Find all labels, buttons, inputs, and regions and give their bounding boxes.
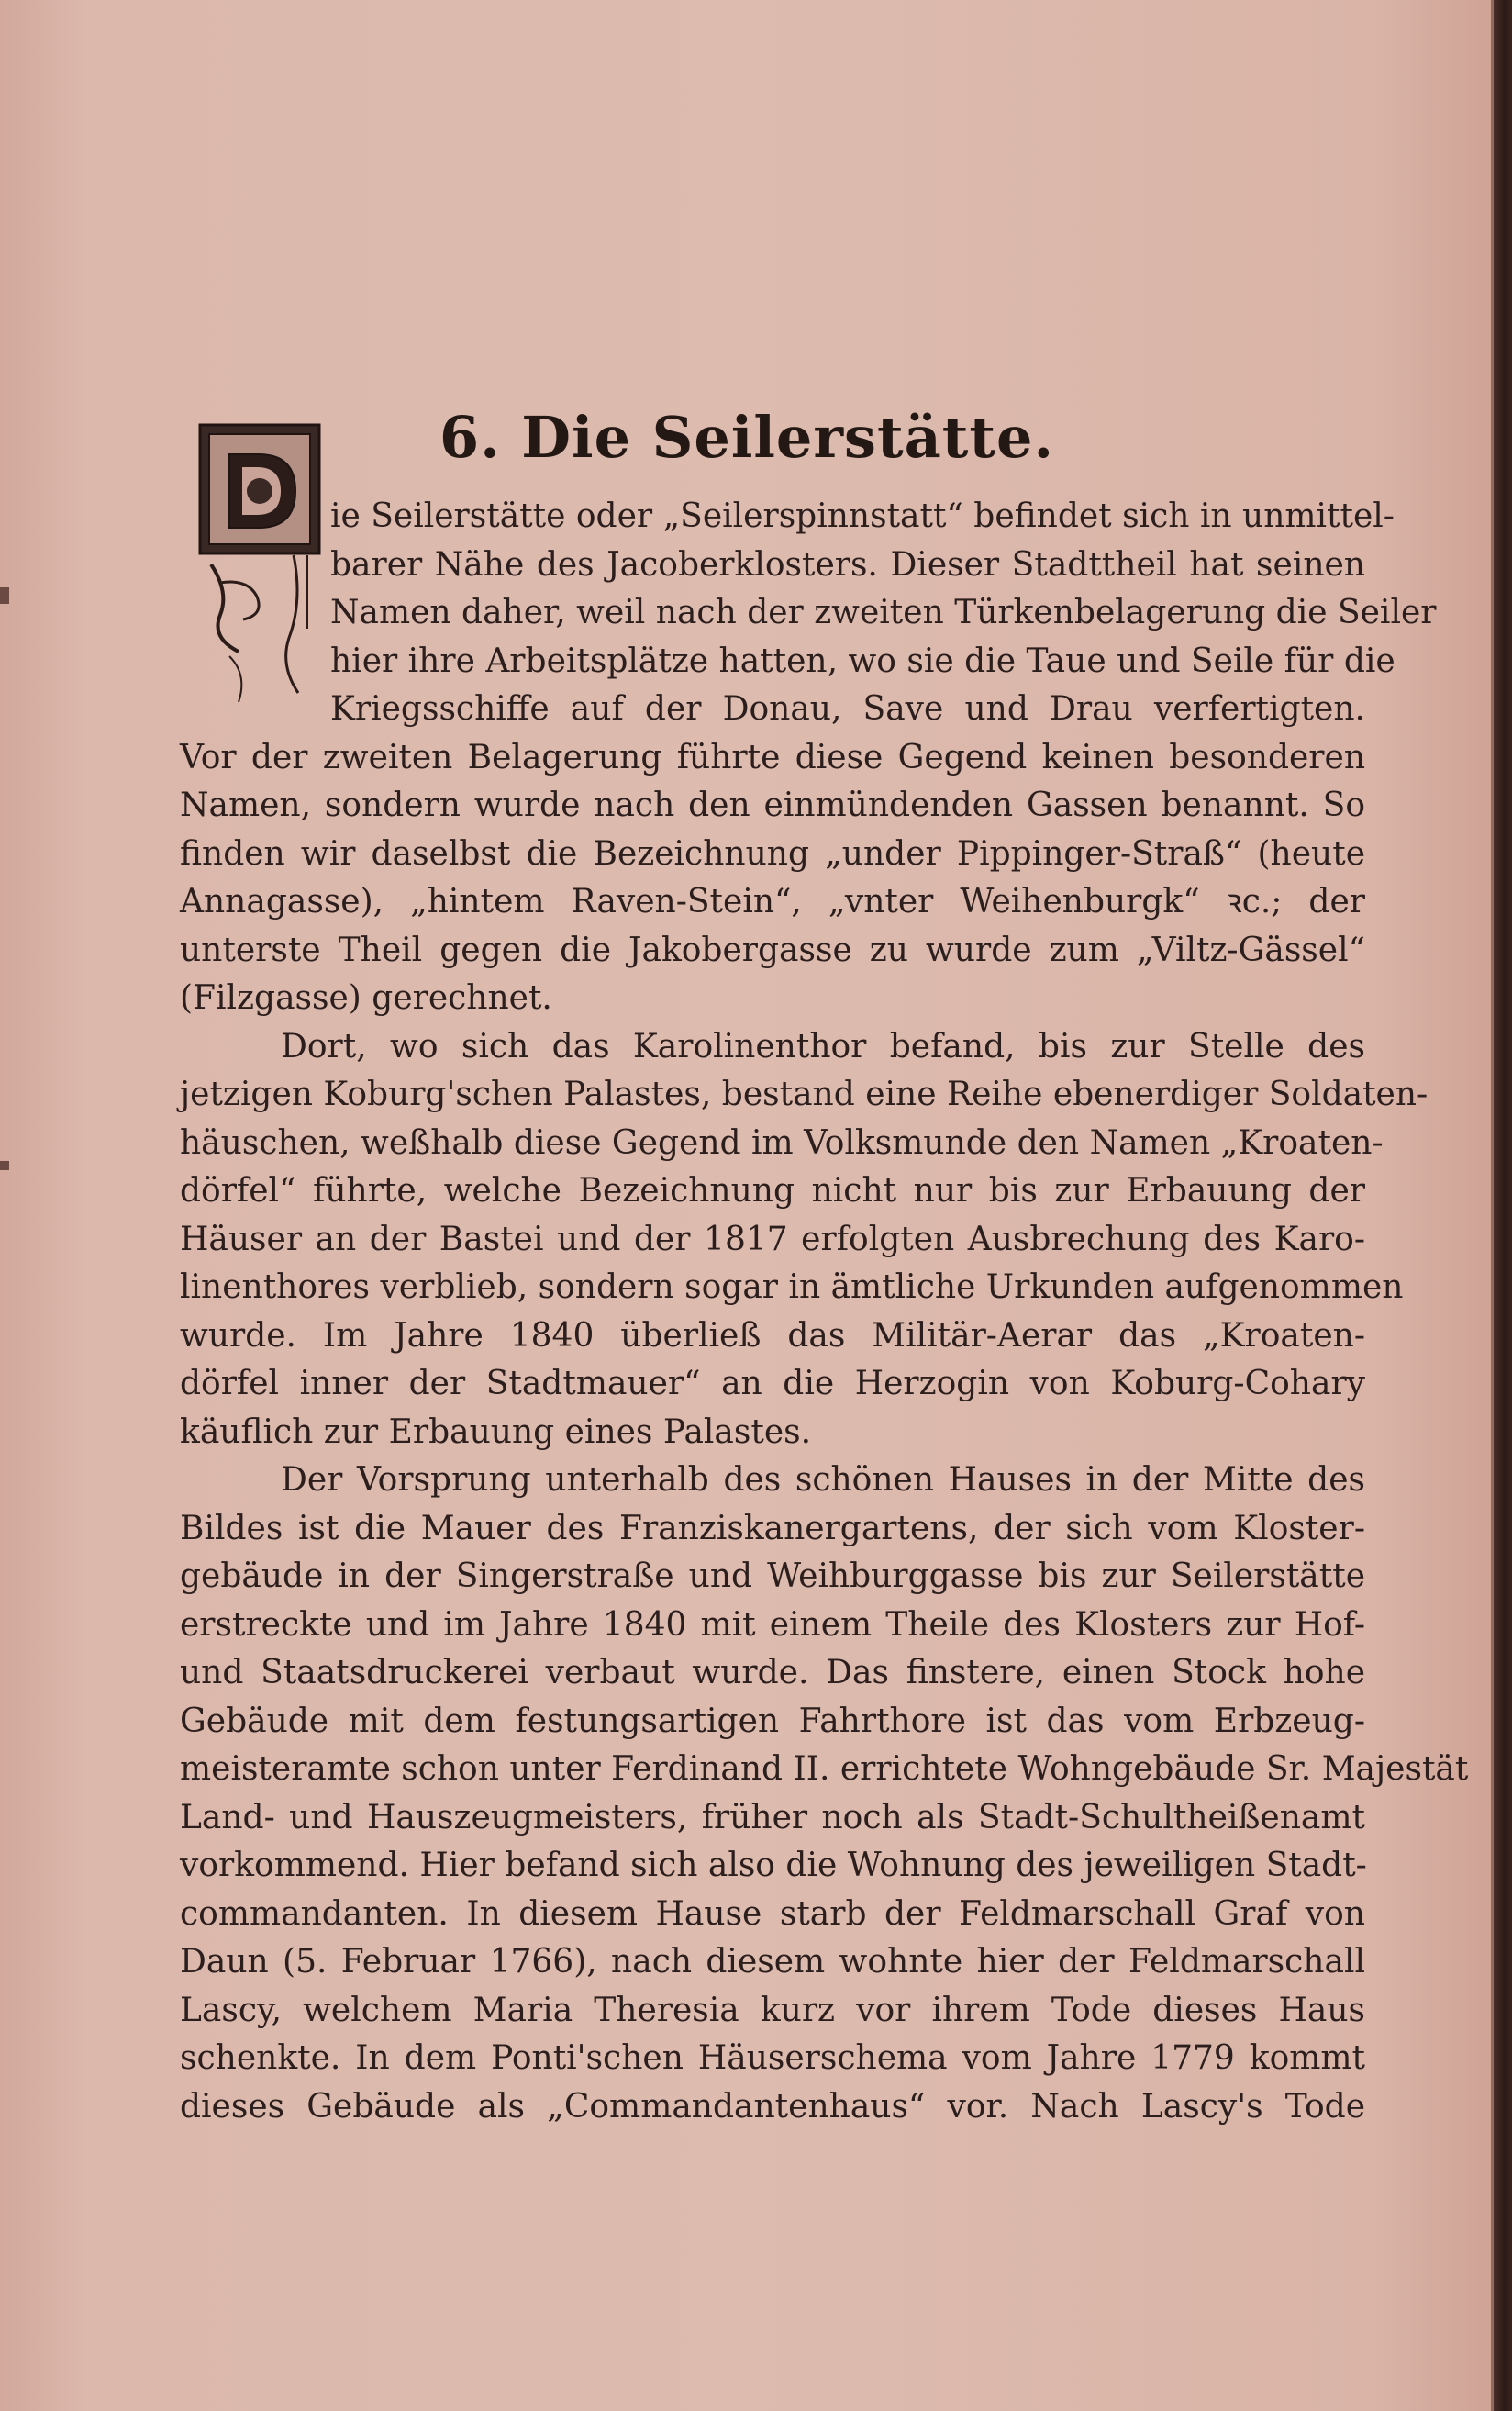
text-line: linenthores verblieb, sondern sogar in ämtliche Urkunden aufgenommen (180, 1268, 1404, 1306)
text-line: dörfel“ führte, welche Bezeichnung nicht nur bis zur Erbauung der (180, 1172, 1365, 1210)
text-line: unterste Theil gegen die Jakobergasse zu wurde zum „Viltz-Gässel“ (180, 931, 1365, 969)
text-line: Kriegsschiffe auf der Donau, Save und Drau verfertigten. (330, 690, 1365, 728)
text-line: (Filzgasse) gerechnet. (180, 979, 552, 1017)
text-line: schenkte. In dem Ponti'schen Häuserschema vom Jahre 1779 kommt (180, 2039, 1365, 2077)
text-line: hier ihre Arbeitsplätze hatten, wo sie die Taue und Seile für die (330, 642, 1395, 680)
text-line: erstreckte und im Jahre 1840 mit einem Theile des Klosters zur Hof- (180, 1605, 1365, 1644)
body-text (180, 493, 1469, 2131)
margin-mark (0, 1161, 9, 1170)
text-line: dieses Gebäude als „Commandantenhaus“ vor. Nach Lascy's Tode (180, 2087, 1365, 2126)
text-line: Der Vorsprung unterhalb des schönen Hauses in der Mitte des (281, 1461, 1365, 1499)
text-line: Namen daher, weil nach der zweiten Türkenbelagerung die Seiler (330, 594, 1437, 631)
book-spine (1494, 0, 1512, 2411)
margin-mark (0, 587, 9, 604)
text-line: meisteramte schon unter Ferdinand II. errichtete Wohngebäude Sr. Majestät (180, 1750, 1469, 1788)
text-line: Lascy, welchem Maria Theresia kurz vor ihrem Tode dieses Haus (180, 1991, 1365, 2029)
text-line: Daun (5. Februar 1766), nach diesem wohnte hier der Feldmarschall (180, 1943, 1365, 1981)
text-line: käuflich zur Erbauung eines Palastes. (180, 1412, 812, 1451)
text-line: gebäude in der Singerstraße und Weihburggasse bis zur Seilerstätte (180, 1557, 1365, 1595)
text-line: Häuser an der Bastei und der 1817 erfolgten Ausbrechung des Karo- (180, 1220, 1365, 1258)
text-line: Vor der zweiten Belagerung führte diese Gegend keinen besonderen (180, 738, 1365, 776)
text-line: Land- und Hauszeugmeisters, früher noch als Stadt-Schultheißenamt (180, 1798, 1365, 1836)
text-line: Annagasse), „hintem Raven-Stein“, „vnter Weihenburgk“ ꝛc.; der (180, 883, 1365, 921)
text-line: Bildes ist die Mauer des Franziskanergartens, der sich vom Kloster- (180, 1509, 1365, 1547)
text-line: Dort, wo sich das Karolinenthor befand, bis zur Stelle des (281, 1027, 1365, 1066)
text-line: jetzigen Koburg'schen Palastes, bestand eine Reihe ebenerdiger Soldaten- (180, 1076, 1429, 1113)
chapter-title: 6. Die Seilerstätte. (439, 404, 1055, 471)
text-line: Gebäude mit dem festungsartigen Fahrthore ist das vom Erbzeug- (180, 1702, 1365, 1740)
text-line: finden wir daselbst die Bezeichnung „under Pippinger-Straß“ (heute (180, 834, 1365, 873)
text-line: ie Seilerstätte oder „Seilerspinnstatt“ befindet sich in unmittel- (330, 497, 1395, 535)
text-line: barer Nähe des Jacoberklosters. Dieser Stadttheil hat seinen (330, 545, 1365, 584)
text-line: commandanten. In diesem Hause starb der Feldmarschall Graf von (180, 1894, 1365, 1933)
text-line: vorkommend. Hier befand sich also die Wohnung des jeweiligen Stadt- (180, 1847, 1367, 1884)
text-line: häuschen, weßhalb diese Gegend im Volksmunde den Namen „Kroaten- (180, 1123, 1384, 1162)
text-line: Namen, sondern wurde nach den einmündenden Gassen benannt. So (180, 787, 1365, 824)
text-line: wurde. Im Jahre 1840 überließ das Militär-Aerar das „Kroaten- (180, 1316, 1365, 1355)
text-line: dörfel inner der Stadtmauer“ an die Herzogin von Koburg-Cohary (180, 1365, 1365, 1402)
text-line: und Staatsdruckerei verbaut wurde. Das finstere, einen Stock hohe (180, 1654, 1365, 1691)
